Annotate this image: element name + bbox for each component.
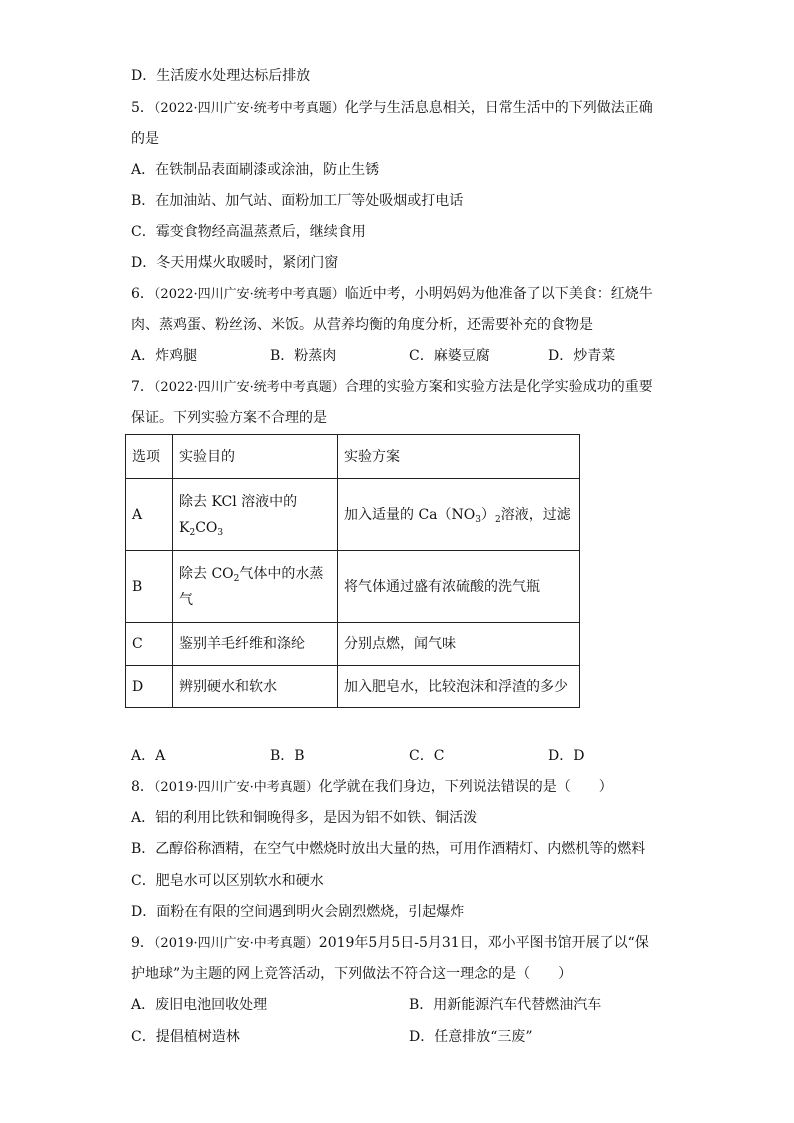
question-7-number: 7． [131,379,154,395]
question-6-text: 临近中考，小明妈妈为他准备了以下美食：红烧牛 [344,286,653,302]
question-5-option-d: D．冬天用煤火取暖时，紧闭门窗 [131,255,339,271]
formula-co: CO [195,519,218,536]
question-9-option-c: C．提倡植树造林 [131,1029,240,1045]
formula-k-subscript: 2 [189,527,196,538]
question-6-option-d: D．炒青菜 [548,348,616,364]
table-header-row [126,435,580,479]
table-row [126,623,580,666]
question-8-number: 8． [131,779,154,795]
question-9-source: （2019·四川广安·中考真题） [153,936,319,951]
table-cell-plan: 将气体通过盛有浓硫酸的洗气瓶 [338,551,580,623]
question-5-option-c: C．霉变食物经高温蒸煮后，继续食用 [131,224,366,240]
question-7-option-a: A．A [131,748,166,764]
question-9-number: 9． [131,935,154,951]
table-cell-goal [173,551,338,623]
question-5-option-b: B．在加油站、加气站、面粉加工厂等处吸烟或打电话 [131,193,464,209]
question-7-text: 合理的实验方案和实验方法是化学实验成功的重要 [344,379,653,395]
table-header-option: 选项 [126,435,173,479]
experiment-table [125,434,580,708]
table-cell-option: B [126,551,173,623]
question-6-option-a: A．炸鸡腿 [131,348,198,364]
question-9-stem [131,933,649,954]
question-9-text: 2019年5月5日-5月31日，邓小平图书馆开展了以“保 [318,935,649,951]
question-5-number: 5． [131,100,154,116]
question-6-option-b: B．粉蒸肉 [270,348,337,364]
question-8-text: 化学就在我们身边，下列说法错误的是（ ） [318,779,613,795]
question-6-stem-cont: 肉、蒸鸡蛋、粉丝汤、米饭。从营养均衡的角度分析，还需要补充的食物是 [131,317,593,333]
question-9-option-d: D．任意排放“三废” [409,1029,533,1045]
q4-option-d: D．生活废水处理达标后排放 [131,68,311,84]
question-9-option-a: A．废旧电池回收处理 [131,997,268,1013]
goal-line-2 [179,515,331,541]
question-8-option-c: C．肥皂水可以区别软水和硬水 [131,873,324,889]
plan-end: 溶液，过滤 [500,506,571,523]
table-cell-plan [338,479,580,551]
table-header-goal: 实验目的 [173,435,338,479]
question-9-stem-cont: 护地球”为主题的网上竞答活动，下列做法不符合这一理念的是（ ） [131,966,573,982]
question-7-stem [131,377,653,398]
question-7-option-b: B．B [270,748,305,764]
plan-subscript-2: 2 [494,514,501,525]
question-6-option-c: C．麻婆豆腐 [409,348,490,364]
formula-subscript: 2 [233,573,240,584]
question-6-number: 6． [131,286,154,302]
table-header-plan: 实验方案 [338,435,580,479]
question-7-source: （2022·四川广安·统考中考真题） [153,380,345,395]
table-row [126,479,580,551]
question-5-stem-cont: 的是 [131,131,159,147]
question-5-text: 化学与生活息息相关，日常生活中的下列做法正确 [344,100,653,116]
plan-pre: 加入适量的 Ca（NO [344,506,476,523]
table-cell-goal: 鉴别羊毛纤维和涤纶 [173,623,338,666]
question-8-option-a: A．铝的利用比铁和铜晚得多，是因为铝不如铁、铜活泼 [131,810,478,826]
goal-line-2: 气 [179,591,193,608]
question-7-option-d: D．D [548,748,585,764]
question-9-option-b: B．用新能源汽车代替燃油汽车 [409,997,602,1013]
table-cell-option: A [126,479,173,551]
table-row [126,551,580,623]
table-cell-plan: 加入肥皂水，比较泡沫和浮渣的多少 [338,666,580,708]
plan-paren: ） [480,506,495,523]
goal-post: 气体中的水蒸 [239,565,324,582]
question-8-source: （2019·四川广安·中考真题） [153,780,319,795]
question-5-source: （2022·四川广安·统考中考真题） [153,101,345,116]
question-6-source: （2022·四川广安·统考中考真题） [153,287,345,302]
goal-line-1 [179,561,331,587]
question-8-option-d: D．面粉在有限的空间遇到明火会剧烈燃烧，引起爆炸 [131,904,465,920]
question-8-stem [131,777,613,798]
question-7-option-c: C．C [409,748,445,764]
question-6-stem [131,284,653,305]
question-5-stem [131,98,653,119]
goal-pre: 除去 CO [179,565,234,582]
formula-k: K [179,519,190,536]
question-5-option-a: A．在铁制品表面刷漆或涂油，防止生锈 [131,162,380,178]
table-row [126,666,580,708]
table-cell-option: C [126,623,173,666]
question-8-option-b: B．乙醇俗称酒精，在空气中燃烧时放出大量的热，可用作酒精灯、内燃机等的燃料 [131,841,646,857]
question-7-stem-cont: 保证。下列实验方案不合理的是 [131,410,327,426]
formula-co-subscript: 3 [217,527,224,538]
table-cell-plan: 分别点燃，闻气味 [338,623,580,666]
table-cell-goal: 辨别硬水和软水 [173,666,338,708]
table-cell-option: D [126,666,173,708]
plan-subscript: 3 [475,514,481,525]
table-cell-goal [173,479,338,551]
goal-line-1: 除去 KCl 溶液中的 [179,493,298,510]
